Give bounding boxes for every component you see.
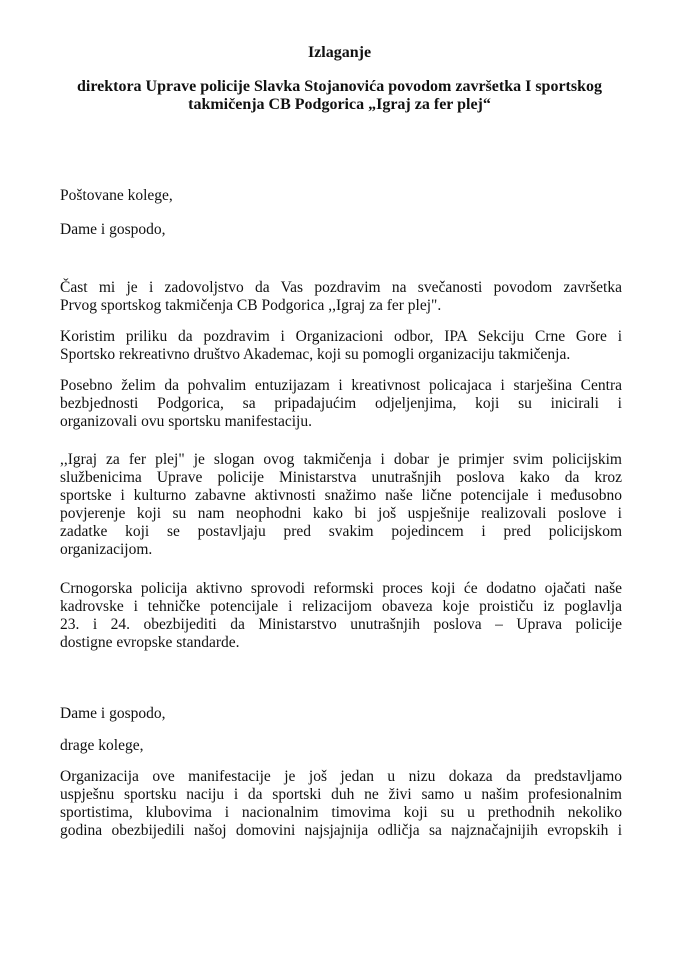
greeting-ladies-gentlemen: Dame i gospodo,	[60, 221, 166, 238]
paragraph-line: Koristim priliku da pozdravim i Organizacioni odbor, IPA Sekciju Crne Gore i	[60, 328, 622, 345]
greeting-ladies-gentlemen-2: Dame i gospodo,	[60, 705, 166, 722]
paragraph-line: Crnogorska policija aktivno sprovodi reformski proces koji će dodatno ojačati naše	[60, 580, 622, 597]
paragraph-organization	[60, 768, 622, 840]
paragraph-line: organizacijom.	[60, 540, 153, 558]
paragraph-honor	[60, 279, 622, 315]
paragraph-line: Sportsko rekreativno društvo Akademac, koji su pomogli organizaciju takmičenja.	[60, 345, 571, 363]
greeting-colleagues: Poštovane kolege,	[60, 187, 173, 204]
subtitle-line-1: direktora Uprave policije Slavka Stojanovića povodom završetka I sportskog	[76, 78, 603, 95]
paragraph-praise	[60, 377, 622, 431]
paragraph-line: Čast mi je i zadovoljstvo da Vas pozdravim na svečanosti povodom završetka	[60, 279, 622, 296]
paragraph-thanks	[60, 328, 622, 364]
paragraph-line: uspješnu sportsku naciju i da sportski duh ne živi samo u našim profesionalnim	[60, 785, 622, 803]
paragraph-line: ,,Igraj za fer plej" je slogan ovog takmičenja i dobar je primjer svim policijskim	[60, 451, 622, 468]
paragraph-slogan	[60, 451, 622, 558]
paragraph-line: službenicima Uprave policije Ministarstva unutrašnjih poslova kako da kroz	[60, 468, 622, 486]
greeting-dear-colleagues: drage kolege,	[60, 737, 144, 754]
paragraph-line: dostigne evropske standarde.	[60, 633, 240, 651]
paragraph-line: zadatke koji se postavljaju pred svakim pojedincem i pred policijskom	[60, 522, 622, 540]
paragraph-line: povjerenje koji su nam neophodni kako bi još uspješnije realizovali poslove i	[60, 504, 622, 522]
subtitle-line-2: takmičenja CB Podgorica „Igraj za fer plej“	[188, 96, 491, 113]
paragraph-line: Organizacija ove manifestacije je još jedan u nizu dokaza da predstavljamo	[60, 768, 622, 785]
paragraph-reform	[60, 580, 622, 652]
paragraph-line: organizovali ovu sportsku manifestaciju.	[60, 412, 312, 430]
paragraph-line: Posebno želim da pohvalim entuzijazam i kreativnost policajaca i starješina Centra	[60, 377, 622, 394]
paragraph-line: godina obezbijedili našoj domovini najsjajnija odličja sa najznačajnijih evropskih i	[60, 821, 622, 839]
paragraph-line: sportistima, klubovima i nacionalnim timovima koji su u prethodnih nekoliko	[60, 803, 622, 821]
document-title: Izlaganje	[307, 44, 372, 61]
paragraph-line: kadrovske i tehničke potencijale i relizacijom obaveza koje proističu iz poglavlja	[60, 597, 622, 615]
document-subtitle	[0, 78, 679, 114]
paragraph-line: bezbjednosti Podgorica, sa pripadajućim odjeljenjima, koji su inicirali i	[60, 394, 622, 412]
paragraph-line: Prvog sportskog takmičenja CB Podgorica ,,Igraj za fer plej".	[60, 296, 442, 314]
paragraph-line: 23. i 24. obezbijediti da Ministarstvo unutrašnjih poslova – Uprava policije	[60, 615, 622, 633]
paragraph-line: sportske i kulturno zabavne aktivnosti snažimo naše lične potencijale i međusobno	[60, 486, 622, 504]
